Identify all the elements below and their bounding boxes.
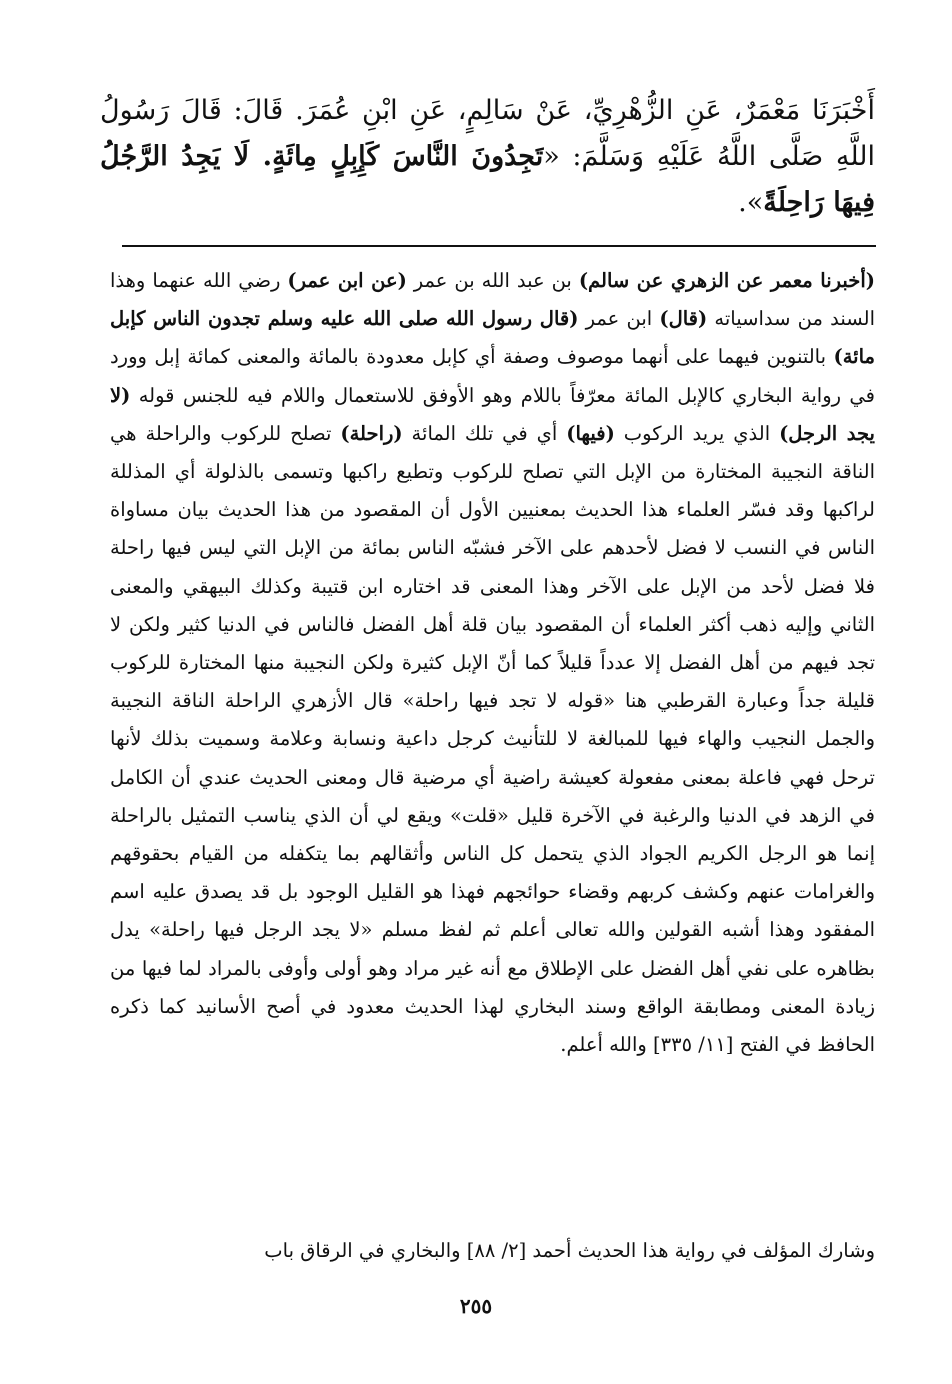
commentary-segment: بن عبد الله بن عمر — [406, 269, 579, 292]
commentary-segment: بالتنوين فيهما على أنهما موصوف وصفة أي كإبل معدودة بالمائة والمعنى كمائة إبل وورد في رواية البخاري كالإبل المائة معرّفاً باللام وهو الأوفق للاستعمال واللام فيه للجنس قوله — [110, 345, 875, 407]
footnote-separator — [122, 245, 876, 247]
hadith-text — [100, 88, 875, 226]
quote-fiha: (فيها) — [566, 421, 615, 445]
quote-ibn-umar: (عن ابن عمر) — [287, 269, 407, 292]
quote-matn: (قال رسول الله صلى الله عليه وسلم تجدون الناس كإبل مائة) — [110, 307, 875, 369]
quote-isnad: (أخبرنا معمر عن الزهري عن سالم) — [578, 269, 875, 292]
commentary-segment: رضي الله عنهما وهذا السند من سداسياته — [110, 269, 875, 331]
quote-qala: (قال) — [659, 307, 708, 331]
quote-la-yajid: (لا يجد الرجل) — [110, 383, 875, 445]
commentary-segment: ابن عمر — [578, 307, 660, 331]
commentary-segment: أي في تلك المائة — [402, 421, 567, 445]
quote-rahila: (راحلة) — [340, 421, 403, 445]
commentary-text — [110, 262, 875, 1064]
hadith-matn: تَجِدُونَ النَّاسَ كَإِبِلٍ مِائَةٍ. لَا يَجِدُ الرَّجُلُ فِيهَا رَاحِلَةً — [100, 141, 875, 218]
closing-line: وشارك المؤلف في رواية هذا الحديث أحمد [٢/ ٨٨] والبخاري في الرقاق باب — [264, 1239, 875, 1262]
hadith-close: ». — [738, 187, 764, 218]
hadith-isnad: أَخْبَرَنَا مَعْمَرٌ، عَنِ الزُّهْرِيِّ، عَنْ سَالِمٍ، عَنِ ابْنِ عُمَرَ. قَالَ: قَالَ رَسُولُ اللَّهِ صَلَّى اللَّهُ عَلَيْهِ وَسَلَّمَ: « — [100, 95, 875, 172]
page-number: ٢٥٥ — [459, 1294, 493, 1318]
commentary-segment: الذي يريد الركوب — [614, 421, 780, 445]
commentary-segment: تصلح للركوب والراحلة هي الناقة النجيبة المختارة من الإبل التي تصلح للركوب وتطيع راكبها وتسمى بالذلولة أي المذللة لراكبها وقد فسّر العلماء هذا الحديث بمعنيين الأول أن المقصود من هذا الحديث بيان مساواة الناس في النسب لا فضل لأحدهم على الآخر فشبّه الناس بمائة من الإبل التي ليس فيها راحلة فلا فضل لأحد من الإبل على الآخر وهذا المعنى قد اختاره ابن قتيبة وكذلك البيهقي والمعنى الثاني وإليه ذهب أكثر العلماء أن المقصود بيان قلة أهل الفضل فالناس في الدنيا كثير ولكن لا تجد فيهم من أهل الفضل إلا عدداً قليلاً كما أنّ الإبل كثيرة ولكن النجيبة منها المختارة للركوب قليلة جداً وعبارة القرطبي هنا «قوله لا تجد فيها راحلة» قال الأزهري الراحلة الناقة النجيبة والجمل النجيب والهاء فيها للمبالغة لا للتأنيث كرجل داعية ونسابة وعلامة وسميت بذلك لأنها ترحل فهي فاعلة بمعنى مفعولة كعيشة راضية أي مرضية قال ومعنى الحديث عندي أن الكامل في الزهد في الدنيا والرغبة في الآخرة قليل «قلت» ويقع لي أن الذي يناسب التمثيل بالراحلة إنما هو الرجل الكريم الجواد الذي يتحمل كل الناس وأثقالهم بما يتكفله من القيام بحقوقهم والغرامات عنهم وكشف كربهم وقضاء حوائجهم فهذا هو القليل الوجود بل قد يصدق عليه اسم المفقود وهذا أشبه القولين والله تعالى أعلم ثم لفظ مسلم «لا يجد الرجل فيها راحلة» يدل بظاهره على نفي أهل الفضل على الإطلاق مع أنه غير مراد وهو أولى وأوفى بالمراد لما فيها من زيادة المعنى ومطابقة الواقع وسند البخاري لهذا الحديث معدود في أصح الأسانيد كما ذكره الحافظ في الفتح [١١/ ٣٣٥] والله أعلم. — [110, 421, 875, 1057]
